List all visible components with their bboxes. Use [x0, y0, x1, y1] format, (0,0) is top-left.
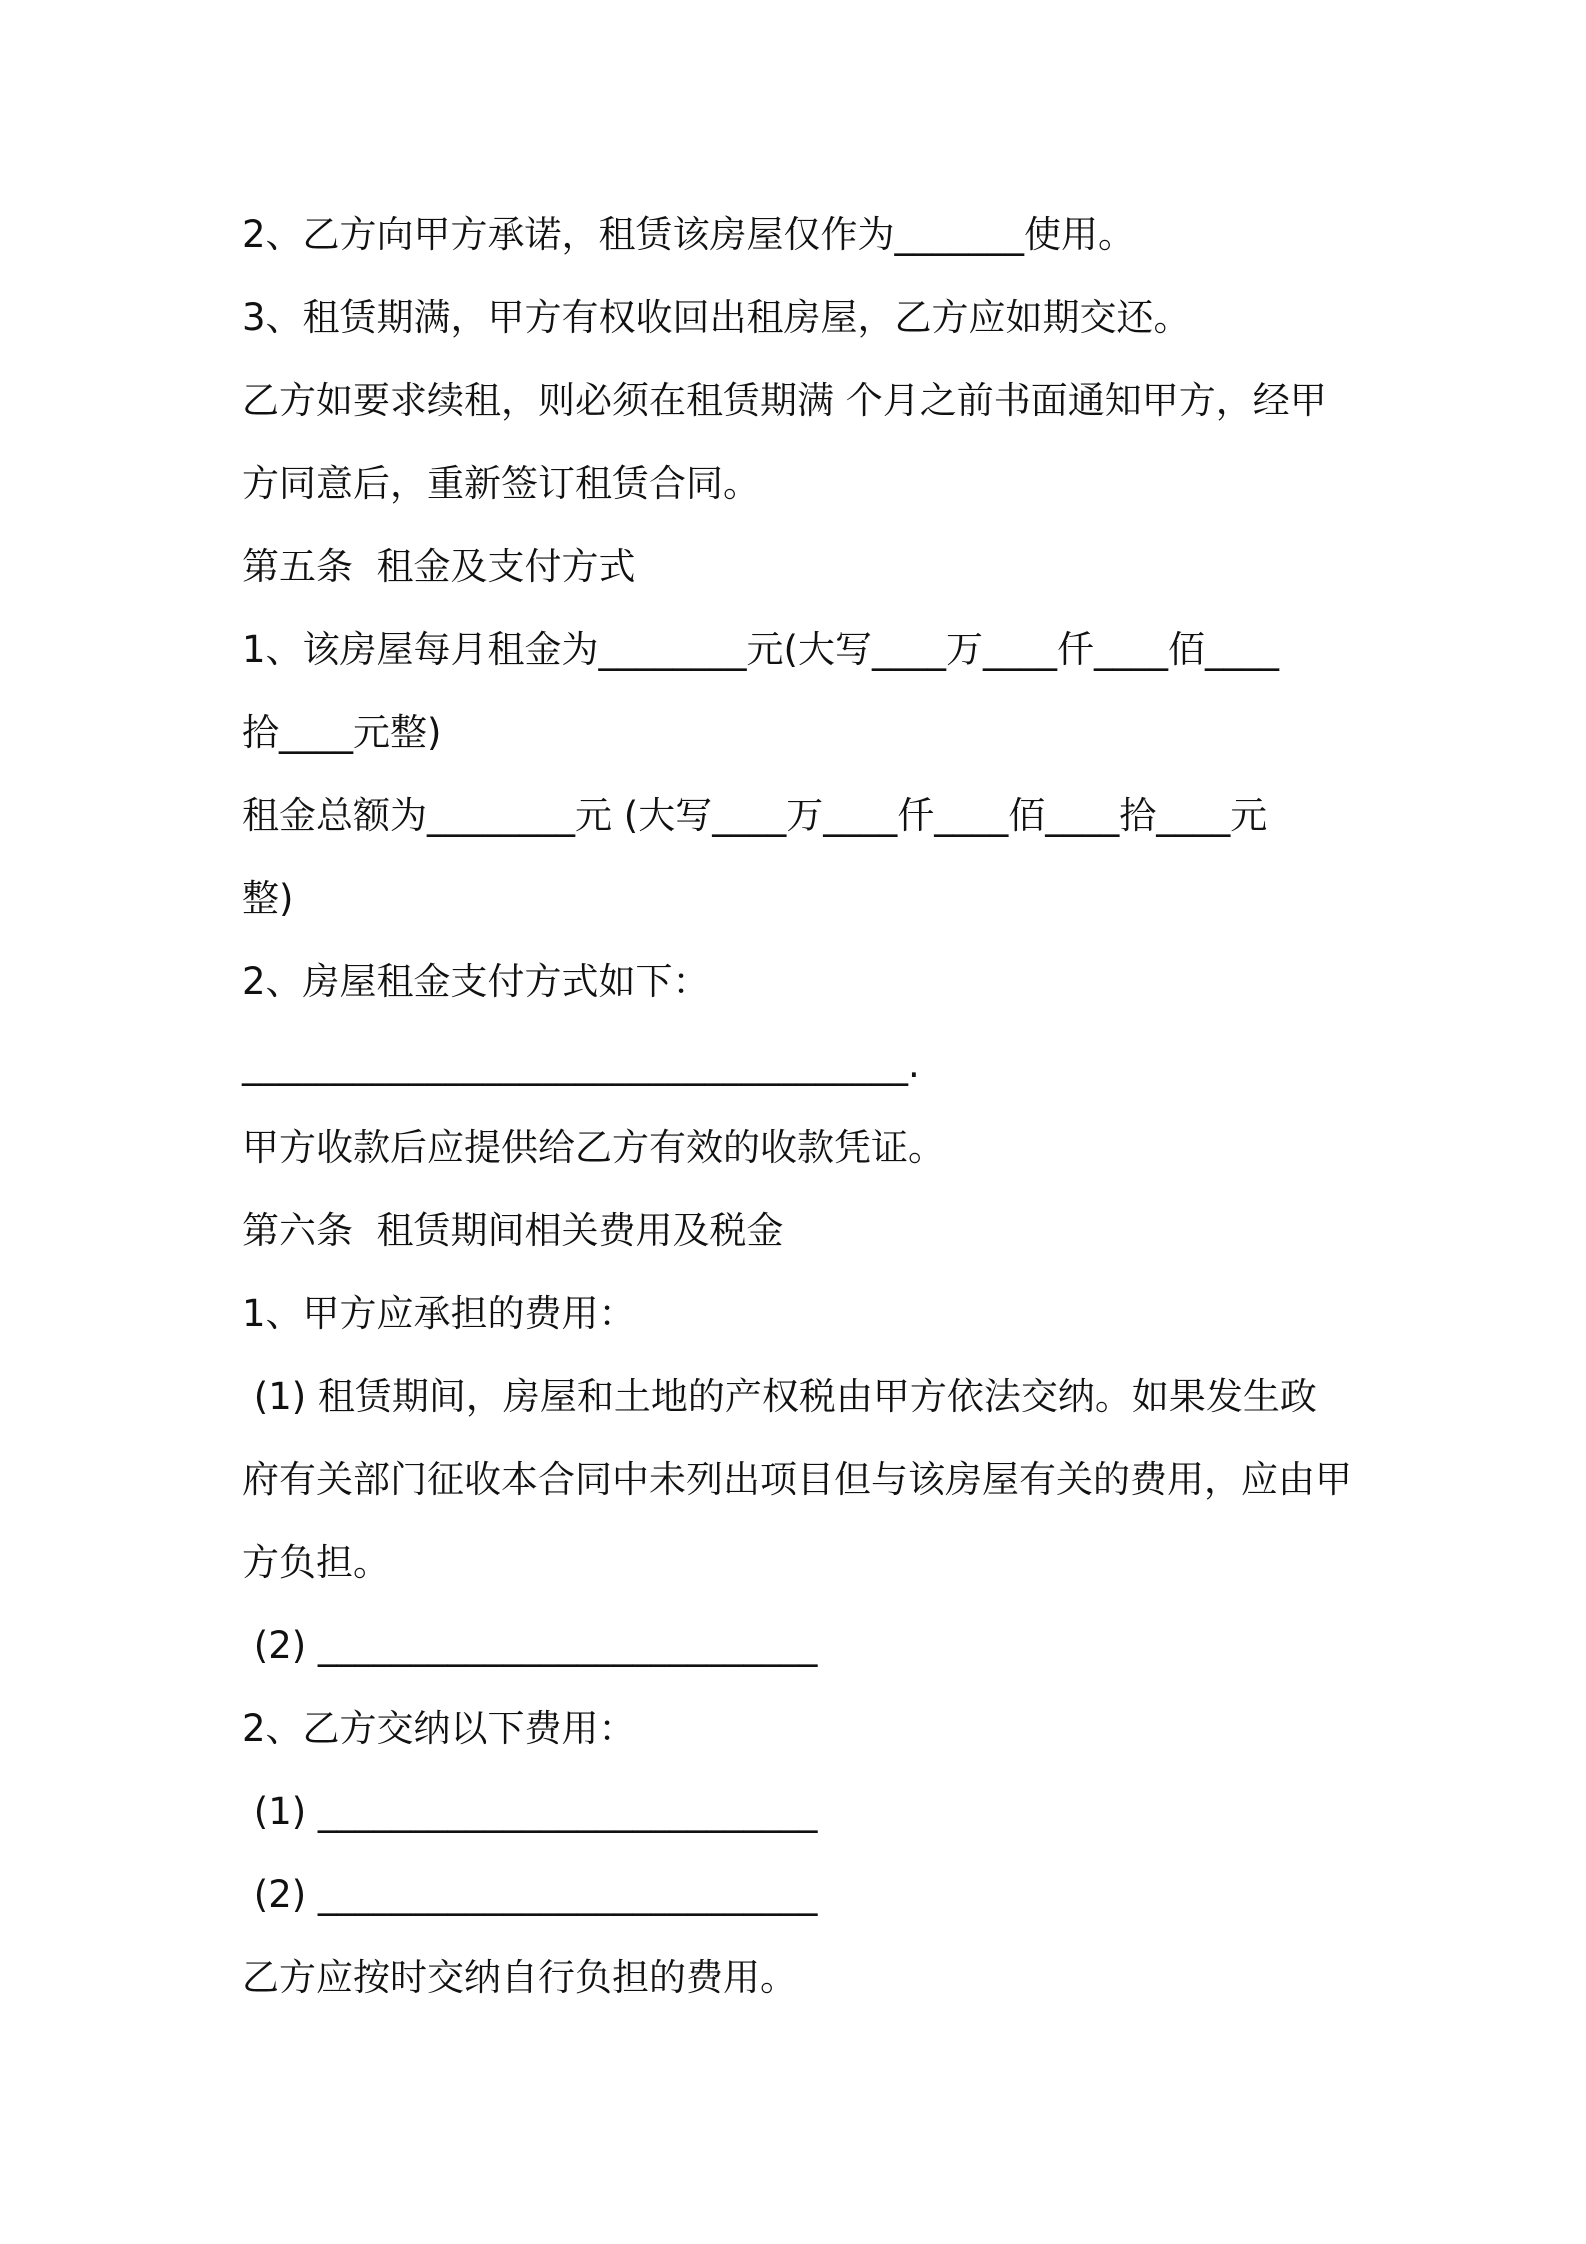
clause-line: 2、乙方向甲方承诺，租赁该房屋仅作为_______使用。 [242, 213, 1136, 256]
article-heading: 第五条 租金及支付方式 [242, 545, 636, 588]
clause-line: 方同意后，重新签订租赁合同。 [242, 462, 760, 505]
clause-line: 3、租赁期满，甲方有权收回出租房屋，乙方应如期交还。 [242, 296, 1191, 339]
clause-line: (1) 租赁期间，房屋和土地的产权税由甲方依法交纳。如果发生政 [242, 1375, 1317, 1418]
clause-line: 拾____元整) [242, 711, 442, 754]
clause-line: 1、甲方应承担的费用： [242, 1292, 636, 1335]
clause-line: 方负担。 [242, 1541, 390, 1584]
clause-line: 乙方如要求续租，则必须在租赁期满 个月之前书面通知甲方，经甲 [242, 379, 1327, 422]
blank-item: (2) ___________________________ [242, 1873, 818, 1916]
clause-line: 乙方应按时交纳自行负担的费用。 [242, 1956, 797, 1999]
clause-line: 甲方收款后应提供给乙方有效的收款凭证。 [242, 1126, 945, 1169]
clause-line: 1、该房屋每月租金为________元(大写____万____仟____佰____ [242, 628, 1279, 671]
blank-line: ____________________________________. [242, 1043, 920, 1086]
blank-item: (1) ___________________________ [242, 1790, 818, 1833]
contract-text [242, 193, 1358, 2019]
blank-item: (2) ___________________________ [242, 1624, 818, 1667]
clause-line: 府有关部门征收本合同中未列出项目但与该房屋有关的费用，应由甲 [242, 1458, 1352, 1501]
article-heading: 第六条 租赁期间相关费用及税金 [242, 1209, 784, 1252]
clause-line: 2、乙方交纳以下费用： [242, 1707, 636, 1750]
clause-line: 2、房屋租金支付方式如下： [242, 960, 710, 1003]
clause-line: 租金总额为________元 (大写____万____仟____佰____拾____元 [242, 794, 1268, 837]
clause-line: 整) [242, 877, 294, 920]
